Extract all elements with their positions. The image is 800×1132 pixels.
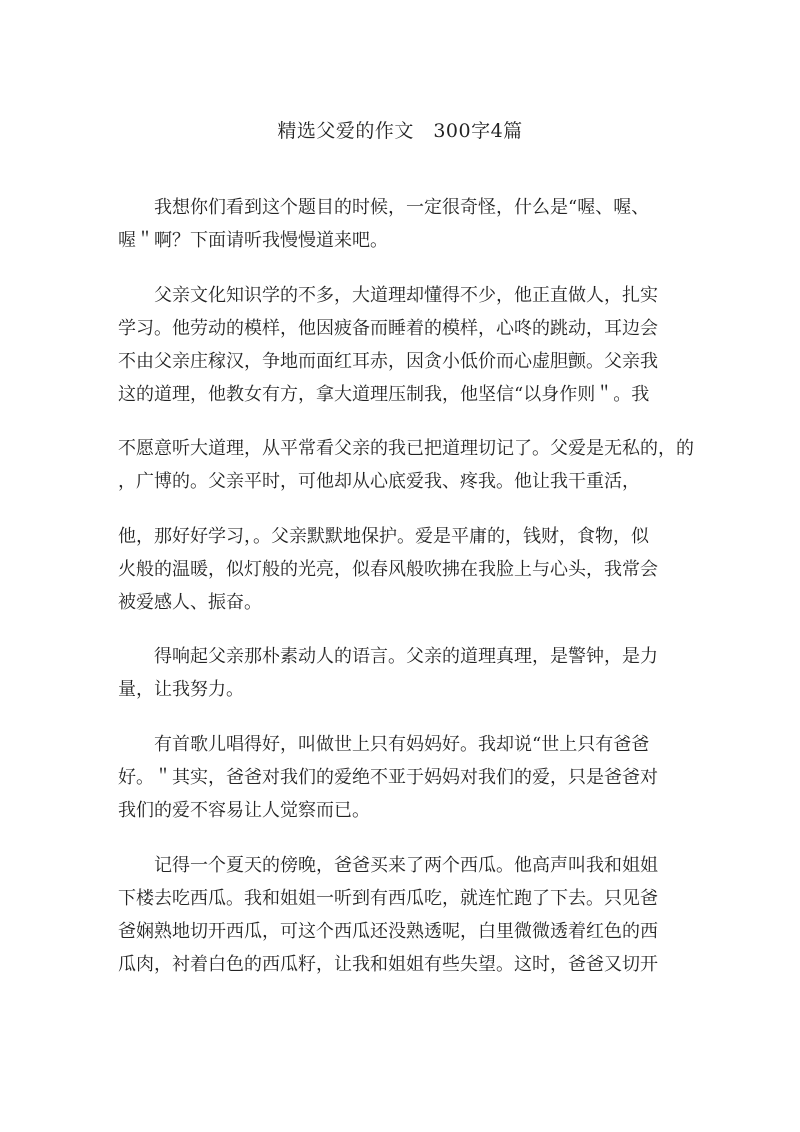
document-title: 精选父爱的作文 300字4篇 <box>277 120 523 142</box>
text-line: 我想你们看到这个题目的时候，一定很奇怪，什么是“喔、喔、 <box>118 197 650 218</box>
text-line: 学习。他劳动的模样，他因疲备而睡着的模样，心咚的跳动，耳边会 <box>118 318 658 339</box>
text-line: 不由父亲庄稼汉，争地而面红耳赤，因贪小低价而心虚胆颤。父亲我 <box>118 351 658 372</box>
text-line: 不愿意听大道理，从平常看父亲的我已把道理切记了。父爱是无私的，的 <box>118 438 694 459</box>
text-line: 瓜肉，衬着白色的西瓜籽，让我和姐姐有些失望。这时，爸爸又切开 <box>118 954 658 975</box>
text-line: 好。＂其实，爸爸对我们的爱绝不亚于妈妈对我们的爱，只是爸爸对 <box>118 767 658 788</box>
text-line: 量，让我努力。 <box>118 679 244 700</box>
text-line: 爸娴熟地切开西瓜，可这个西瓜还没熟透呢，白里微微透着红色的西 <box>118 921 658 942</box>
text-line: 下楼去吃西瓜。我和姐姐一听到有西瓜吃，就连忙跑了下去。只见爸 <box>118 888 658 909</box>
text-line: 我们的爱不容易让人觉察而已。 <box>118 800 370 821</box>
text-line: ，广博的。父亲平时，可他却从心底爱我、疼我。他让我干重活， <box>118 471 640 492</box>
text-line: 这的道理，他教女有方，拿大道理压制我，他坚信“以身作则＂。我 <box>118 384 650 405</box>
text-line: 喔＂啊？下面请听我慢慢道来吧。 <box>118 230 388 251</box>
text-line: 他，那好好学习，。父亲默默地保护。爱是平庸的，钱财，食物，似 <box>118 526 649 547</box>
text-line: 被爱感人、振奋。 <box>118 592 262 613</box>
text-line: 记得一个夏天的傍晚，爸爸买来了两个西瓜。他高声叫我和姐姐 <box>118 855 658 876</box>
text-line: 得响起父亲那朴素动人的语言。父亲的道理真理，是警钟，是力 <box>118 646 658 667</box>
text-line: 有首歌儿唱得好，叫做世上只有妈妈好。我却说“世上只有爸爸 <box>118 734 650 755</box>
text-line: 火般的温暖，似灯般的光亮，似春风般吹拂在我脸上与心头，我常会 <box>118 559 658 580</box>
text-line: 父亲文化知识学的不多，大道理却懂得不少，他正直做人，扎实 <box>118 285 658 306</box>
